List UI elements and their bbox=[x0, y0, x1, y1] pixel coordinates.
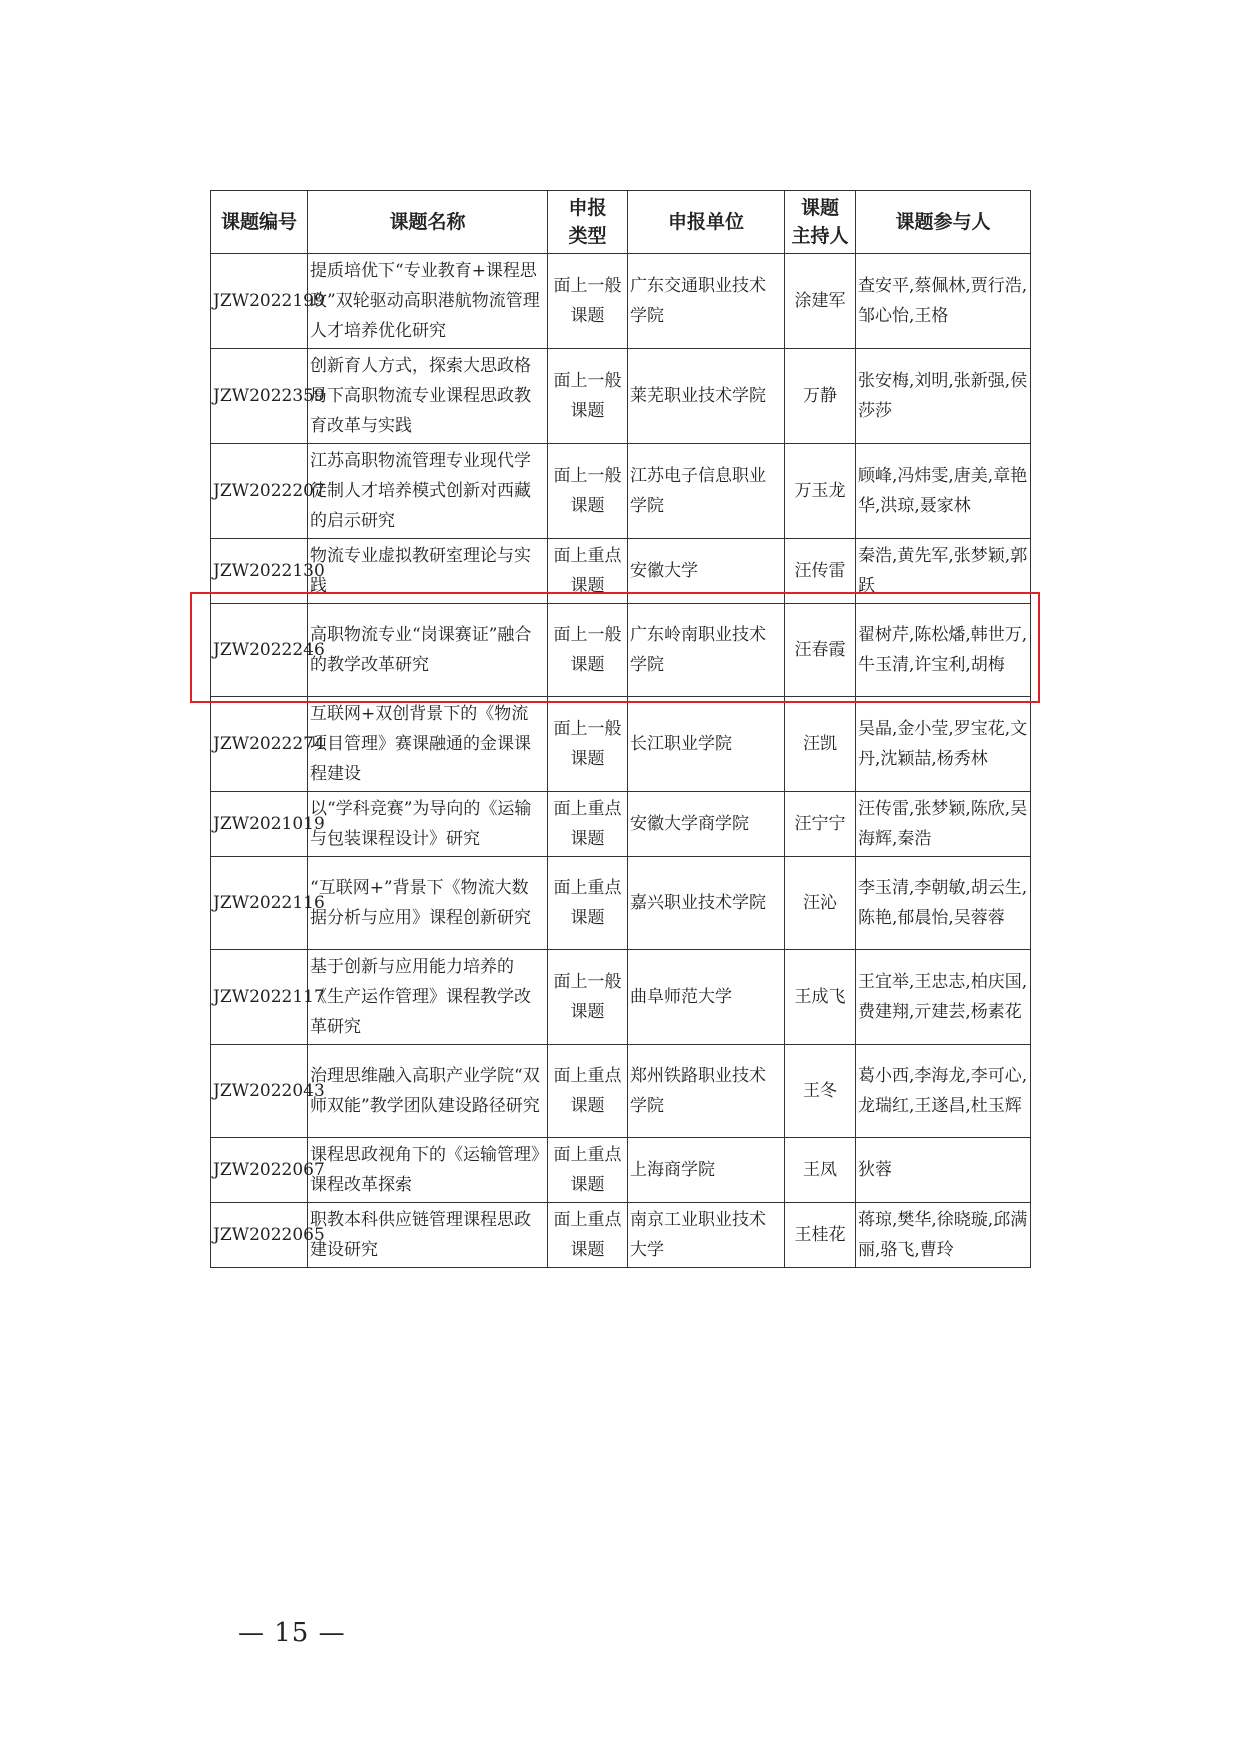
cell-unit: 广东岭南职业技术学院 bbox=[628, 604, 785, 697]
cell-host: 涂建军 bbox=[785, 254, 856, 349]
cell-members: 翟树芹,陈松燔,韩世万,牛玉清,许宝利,胡梅 bbox=[856, 604, 1031, 697]
table-row bbox=[211, 604, 1031, 697]
cell-name: 高职物流专业“岗课赛证”融合的教学改革研究 bbox=[308, 604, 548, 697]
cell-host: 万玉龙 bbox=[785, 444, 856, 539]
cell-type: 面上一般课题 bbox=[548, 349, 628, 444]
cell-members: 张安梅,刘明,张新强,侯莎莎 bbox=[856, 349, 1031, 444]
cell-members: 王宜举,王忠志,柏庆国,费建翔,亓建芸,杨素花 bbox=[856, 950, 1031, 1045]
cell-name: 以“学科竞赛”为导向的《运输与包装课程设计》研究 bbox=[308, 792, 548, 857]
cell-id: JZW2021019 bbox=[211, 792, 308, 857]
header-type-line1: 申报 bbox=[568, 197, 607, 219]
cell-name: 创新育人方式，探索大思政格局下高职物流专业课程思政教育改革与实践 bbox=[308, 349, 548, 444]
cell-host: 王成飞 bbox=[785, 950, 856, 1045]
cell-host: 汪沁 bbox=[785, 857, 856, 950]
cell-unit: 广东交通职业技术学院 bbox=[628, 254, 785, 349]
table-body bbox=[211, 254, 1031, 1268]
cell-id: JZW2022207 bbox=[211, 444, 308, 539]
cell-members: 秦浩,黄先军,张梦颖,郭跃 bbox=[856, 539, 1031, 604]
table-row bbox=[211, 1045, 1031, 1138]
cell-id: JZW2022130 bbox=[211, 539, 308, 604]
table-row bbox=[211, 254, 1031, 349]
cell-type: 面上重点课题 bbox=[548, 539, 628, 604]
cell-unit: 南京工业职业技术大学 bbox=[628, 1203, 785, 1268]
cell-members: 狄蓉 bbox=[856, 1138, 1031, 1203]
cell-unit: 郑州铁路职业技术学院 bbox=[628, 1045, 785, 1138]
table-header bbox=[211, 191, 1031, 254]
cell-members: 蒋琼,樊华,徐晓璇,邱满丽,骆飞,曹玲 bbox=[856, 1203, 1031, 1268]
table-row bbox=[211, 857, 1031, 950]
table-row bbox=[211, 1203, 1031, 1268]
cell-unit: 江苏电子信息职业学院 bbox=[628, 444, 785, 539]
table-row bbox=[211, 792, 1031, 857]
cell-type: 面上一般课题 bbox=[548, 254, 628, 349]
table-row bbox=[211, 1138, 1031, 1203]
cell-type: 面上一般课题 bbox=[548, 604, 628, 697]
table-row bbox=[211, 539, 1031, 604]
header-host-line1: 课题 bbox=[800, 197, 839, 219]
cell-host: 万静 bbox=[785, 349, 856, 444]
cell-name: 互联网+双创背景下的《物流项目管理》赛课融通的金课课程建设 bbox=[308, 697, 548, 792]
cell-type: 面上一般课题 bbox=[548, 444, 628, 539]
cell-id: JZW2022116 bbox=[211, 857, 308, 950]
cell-name: 课程思政视角下的《运输管理》课程改革探索 bbox=[308, 1138, 548, 1203]
header-id: 课题编号 bbox=[211, 191, 308, 254]
header-row bbox=[211, 191, 1031, 254]
cell-name: 治理思维融入高职产业学院“双师双能”教学团队建设路径研究 bbox=[308, 1045, 548, 1138]
cell-members: 李玉清,李朝敏,胡云生,陈艳,郁晨怡,吴蓉蓉 bbox=[856, 857, 1031, 950]
cell-unit: 长江职业学院 bbox=[628, 697, 785, 792]
cell-host: 汪春霞 bbox=[785, 604, 856, 697]
cell-members: 吴晶,金小莹,罗宝花,文丹,沈颖喆,杨秀林 bbox=[856, 697, 1031, 792]
page-number: — 15 — bbox=[238, 1618, 346, 1648]
cell-unit: 安徽大学 bbox=[628, 539, 785, 604]
header-type bbox=[548, 191, 628, 254]
table-row bbox=[211, 697, 1031, 792]
cell-name: 物流专业虚拟教研室理论与实践 bbox=[308, 539, 548, 604]
cell-type: 面上重点课题 bbox=[548, 1203, 628, 1268]
cell-name: 提质培优下“专业教育+课程思政”双轮驱动高职港航物流管理人才培养优化研究 bbox=[308, 254, 548, 349]
project-table bbox=[210, 190, 1031, 1268]
cell-members: 汪传雷,张梦颖,陈欣,吴海辉,秦浩 bbox=[856, 792, 1031, 857]
cell-name: 江苏高职物流管理专业现代学徒制人才培养模式创新对西藏的启示研究 bbox=[308, 444, 548, 539]
cell-unit: 曲阜师范大学 bbox=[628, 950, 785, 1045]
cell-id: JZW2022065 bbox=[211, 1203, 308, 1268]
cell-unit: 安徽大学商学院 bbox=[628, 792, 785, 857]
cell-id: JZW2022199 bbox=[211, 254, 308, 349]
cell-id: JZW2022067 bbox=[211, 1138, 308, 1203]
cell-host: 汪宁宁 bbox=[785, 792, 856, 857]
table-row bbox=[211, 349, 1031, 444]
cell-members: 葛小西,李海龙,李可心,龙瑞红,王遂昌,杜玉辉 bbox=[856, 1045, 1031, 1138]
cell-type: 面上重点课题 bbox=[548, 1138, 628, 1203]
cell-type: 面上重点课题 bbox=[548, 792, 628, 857]
cell-type: 面上重点课题 bbox=[548, 857, 628, 950]
cell-id: JZW2022359 bbox=[211, 349, 308, 444]
header-members: 课题参与人 bbox=[856, 191, 1031, 254]
cell-host: 王桂花 bbox=[785, 1203, 856, 1268]
cell-members: 查安平,蔡佩林,贾行浩,邹心怡,王格 bbox=[856, 254, 1031, 349]
cell-host: 王凤 bbox=[785, 1138, 856, 1203]
header-name: 课题名称 bbox=[308, 191, 548, 254]
header-host bbox=[785, 191, 856, 254]
cell-name: 基于创新与应用能力培养的《生产运作管理》课程教学改革研究 bbox=[308, 950, 548, 1045]
cell-id: JZW2022246 bbox=[211, 604, 308, 697]
cell-name: “互联网+”背景下《物流大数据分析与应用》课程创新研究 bbox=[308, 857, 548, 950]
cell-host: 汪传雷 bbox=[785, 539, 856, 604]
table-row bbox=[211, 444, 1031, 539]
cell-unit: 上海商学院 bbox=[628, 1138, 785, 1203]
header-type-line2: 类型 bbox=[568, 225, 607, 247]
cell-host: 王冬 bbox=[785, 1045, 856, 1138]
cell-name: 职教本科供应链管理课程思政建设研究 bbox=[308, 1203, 548, 1268]
cell-id: JZW2022043 bbox=[211, 1045, 308, 1138]
cell-unit: 莱芜职业技术学院 bbox=[628, 349, 785, 444]
cell-id: JZW2022117 bbox=[211, 950, 308, 1045]
header-unit: 申报单位 bbox=[628, 191, 785, 254]
cell-members: 顾峰,冯炜雯,唐美,章艳华,洪琼,聂家林 bbox=[856, 444, 1031, 539]
cell-host: 汪凯 bbox=[785, 697, 856, 792]
cell-unit: 嘉兴职业技术学院 bbox=[628, 857, 785, 950]
header-host-line2: 主持人 bbox=[791, 225, 849, 247]
cell-type: 面上一般课题 bbox=[548, 697, 628, 792]
cell-id: JZW2022274 bbox=[211, 697, 308, 792]
cell-type: 面上一般课题 bbox=[548, 950, 628, 1045]
table-row bbox=[211, 950, 1031, 1045]
cell-type: 面上重点课题 bbox=[548, 1045, 628, 1138]
